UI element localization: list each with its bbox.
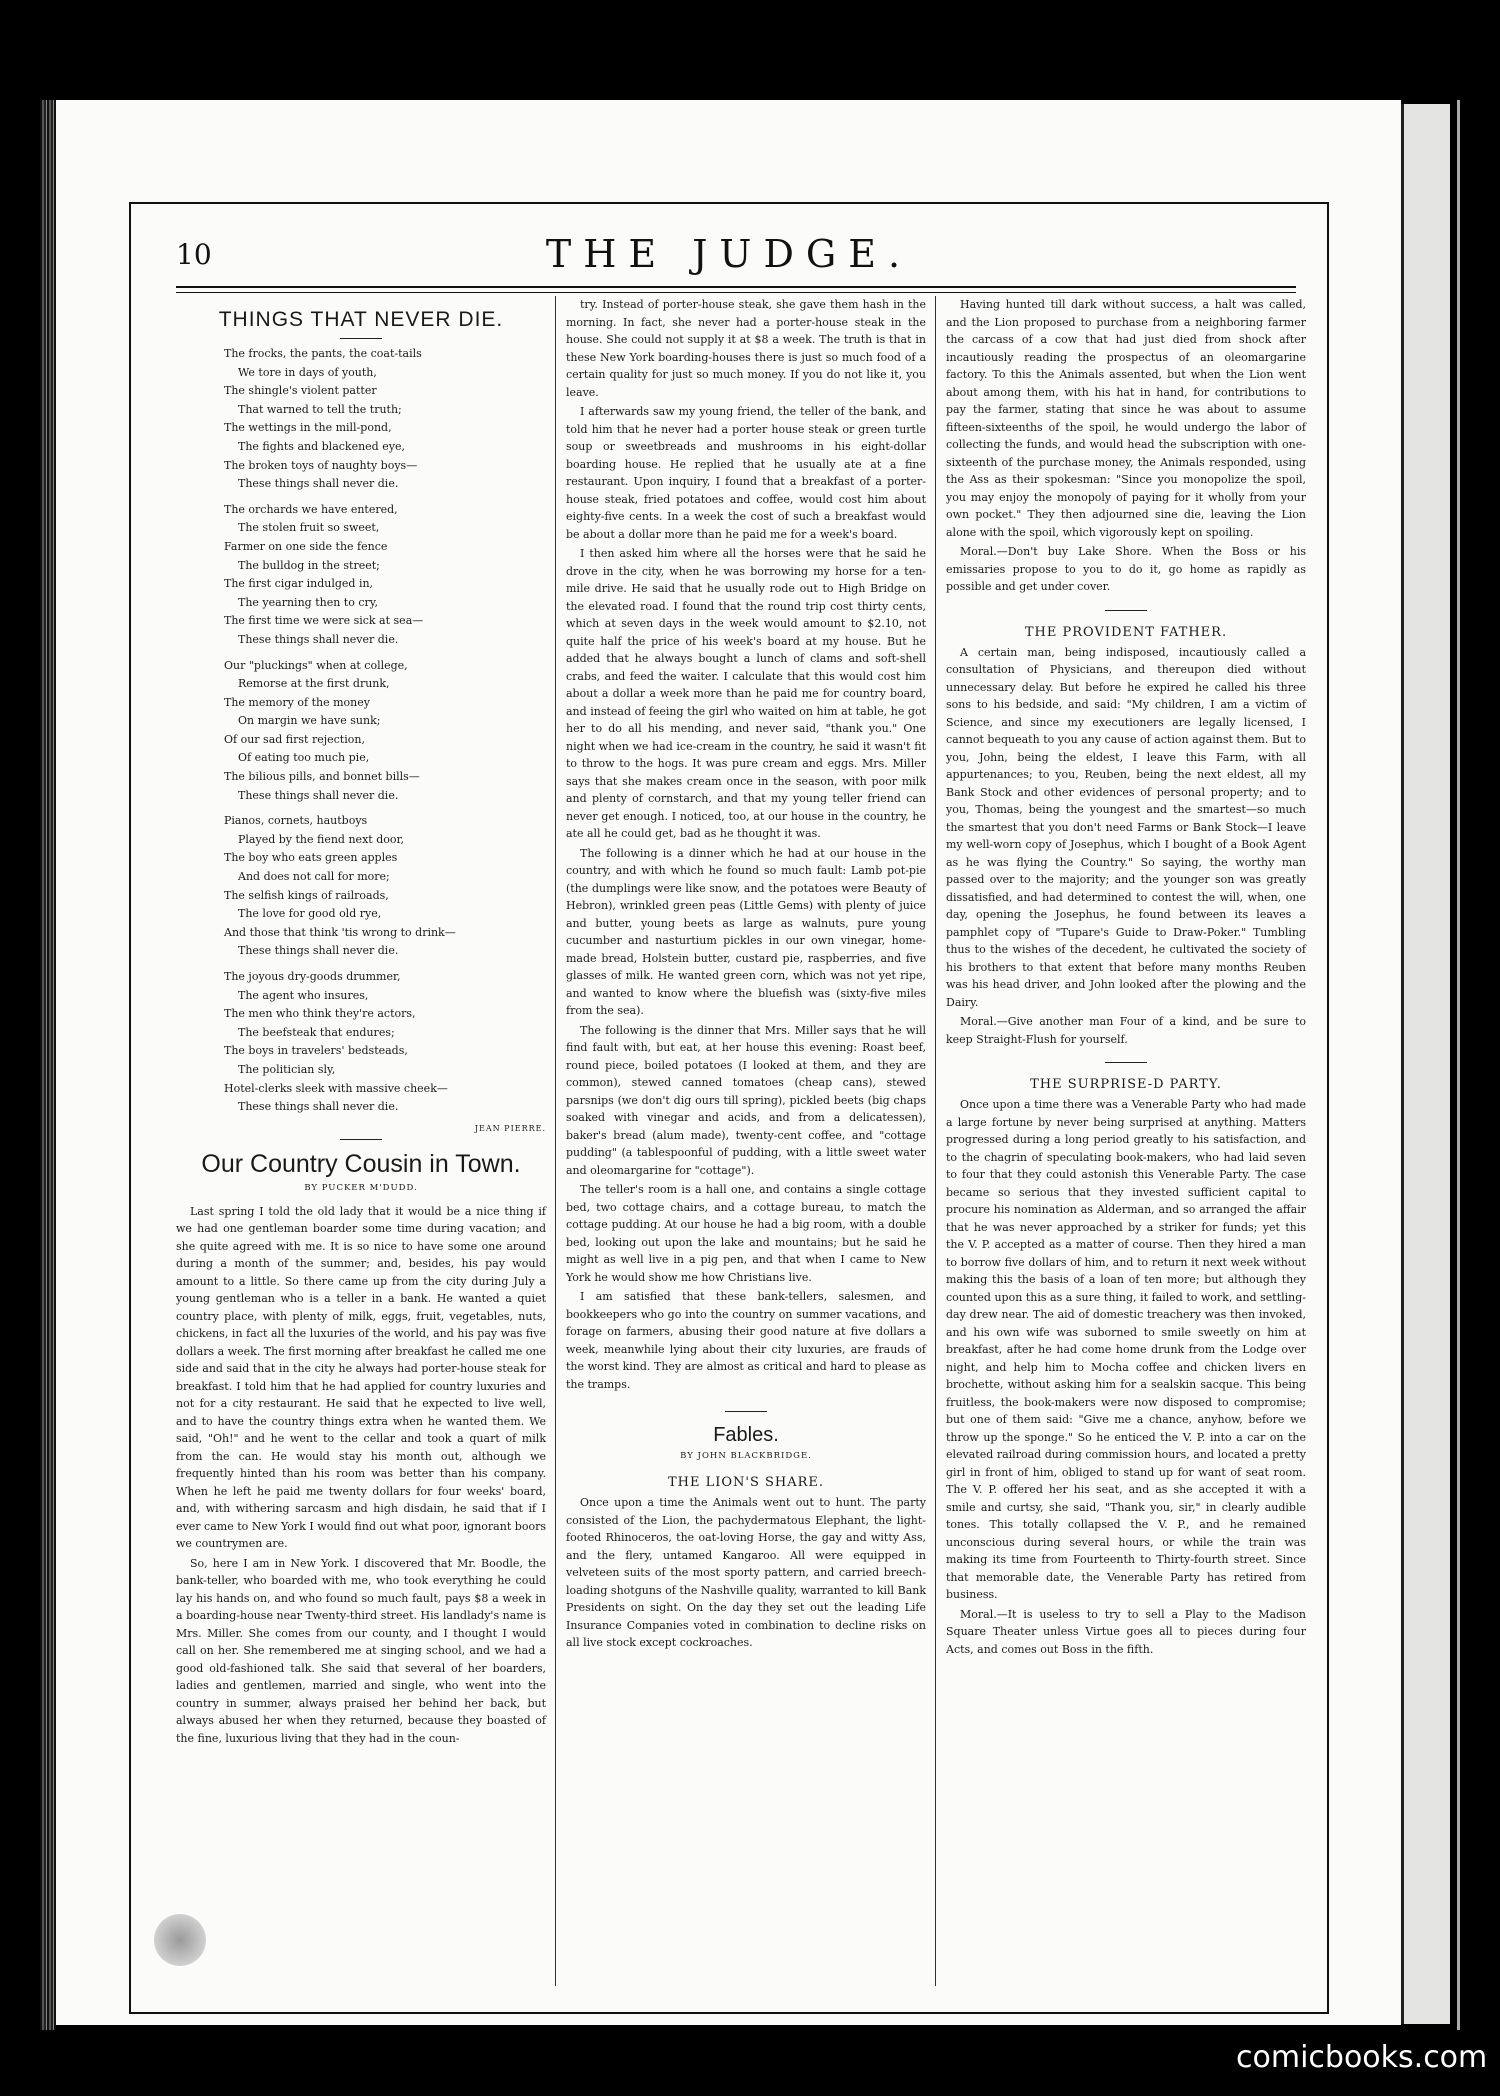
section-rule [340,1139,382,1140]
poem-line: The fights and blackened eye, [238,439,405,453]
poem-line: The memory of the money [224,695,370,709]
paragraph: I afterwards saw my young friend, the teller of the bank, and told him that he never had a porter house steak or green turtle soup or sweetbreads and mushrooms in his eight-dollar boarding house. He replied that he usually ate at a fine restaurant. Upon inquiry, I found that a breakfast of a porter-house steak, fried potatoes and coffee, would cost him about eighty-five cents. In a week the cost of such a breakfast would be about a dollar more than he paid me for a week's board. [566,405,926,541]
poem-line: The agent who insures, [238,988,369,1002]
paragraph: Moral.—Give another man Four of a kind, and be sure to keep Straight-Flush for yourself. [946,1015,1306,1046]
poem-line: Hotel-clerks sleek with massive cheek— [224,1081,448,1095]
fable-title-father: THE PROVIDENT FATHER. [1024,624,1228,640]
poem-line: These things shall never die. [238,632,399,646]
paragraph: I am satisfied that these bank-tellers, salesmen, and bookkeepers who go into the country on summer vacations, and forage on farmers, abusing their good nature at five dollars a week, meanwhile lying about their city luxuries, are frauds of the worst kind. They are almost as critical and hard to please as the tramps. [566,1290,926,1391]
poem-line: The bulldog in the street; [238,558,380,572]
facing-page-edge [1401,104,1450,2024]
poem-line: Remorse at the first drunk, [238,677,390,691]
poem-line: The joyous dry-goods drummer, [224,970,401,983]
fable-title-party: THE SURPRISE-D PARTY. [1030,1077,1222,1092]
paragraph: The following is the dinner that Mrs. Miller says that he will find fault with, but eat, at her house this evening: Roast beef, round piece, boiled potatoes (I looked at them, and they are common), stewed canned tomatoes (cheap cans), stewed parsnips (we don't dig ours till spring), pickled beets (big chaps soaked with vinegar and acids, and from a delicatessen), baker's bread (alum made), twenty-cent coffee, and "cottage pudding" (a tablespoonful of pudding, with a little sweet water and oleomargarine for "cottage"). [566,1023,926,1177]
paragraph: So, here I am in New York. I discovered that Mr. Boodle, the bank-teller, who boarded with me, who took everything he could lay his hands on, and who found so much fault, pays $8 a week in a boarding-house near Twenty-third street. His landlady's name is Mrs. Miller. She comes from our county, and I thought I would call on her. She remembered me at singing school, and we had a good old-fashioned talk. She said that several of her boarders, ladies and gentlemen, married and single, who went into the country in summer, always praised her behind her back, but always abused her when they returned, because they boasted of the fine, luxurious living that they had in the coun- [176,1556,546,1745]
poem-line: That warned to tell the truth; [238,402,402,416]
poem-signature: JEAN PIERRE. [474,1123,546,1133]
article-body [176,1203,546,1748]
library-stamp [154,1914,206,1966]
poem-body [224,345,546,1117]
fable-body-party [946,1096,1306,1658]
poem-line: These things shall never die. [238,1100,399,1114]
fables-byline: BY JOHN BLACKBRIDGE. [680,1451,812,1461]
poem-line: The selfish kings of railroads, [224,888,389,902]
article-body-continued [566,296,926,1393]
masthead: THE JUDGE. [545,232,913,276]
watermark: comicbooks.com [1236,2040,1488,2075]
poem-line: The bilious pills, and bonnet bills— [224,770,420,784]
poem-line: The wettings in the mill-pond, [224,421,392,435]
fable-body-lion [566,1494,926,1652]
article-byline: BY PUCKER M'DUDD. [304,1182,418,1193]
column-2 [566,296,926,1654]
poem-line: And does not call for more; [238,870,390,884]
column-1 [176,296,546,1749]
paragraph: Moral.—Don't buy Lake Shore. When the Boss or his emissaries propose to you to do it, go home as rapidly as possible and get under cover. [946,545,1306,593]
poem-stanza [224,345,546,494]
paragraph: Moral.—It is useless to try to sell a Play to the Madison Square Theater unless Virtue goes all to pieces during four Acts, and comes out Boss in the fifth. [946,1607,1306,1656]
poem-line: The orchards we have entered, [224,502,398,516]
poem-stanza [224,657,546,806]
fable-body-father [946,644,1306,1049]
poem-stanza [224,968,546,1117]
poem-line: The men who think they're actors, [224,1007,416,1021]
fable-title-lion: THE LION'S SHARE. [667,1475,825,1490]
title-rule [340,338,382,339]
column-rule [555,296,556,1986]
section-rule [1105,610,1147,611]
paragraph: Having hunted till dark without success, a halt was called, and the Lion proposed to purchase from a neighboring farmer the carcass of a cow that had just died from shock after incautiously reading the prospectus of an oleomargarine factory. To this the Animals assented, but when the Lion went about among them, with his hat in hand, for contributions to pay the farmer, stating that since he was about to assume fifteen-sixteenths of the spoil, he would undergo the labor of collecting the funds, and would head the subscription with one-sixteenth of the purchase money, the Animals responded, using the Ass as their spokesman: "Since you monopolize the spoil, you may enjoy the monopoly of paying for it wholly from your own pocket." They then adjourned sine die, leaving the Lion alone with the spoil, which vigorously kept on spoiling. [946,298,1306,539]
poem-line: Of eating too much pie, [238,751,370,765]
poem-stanza [224,501,546,650]
poem-stanza [224,812,546,961]
poem-line: The broken toys of naughty boys— [224,458,418,472]
fables-title: Fables. [713,1424,779,1446]
section-rule [725,1411,767,1412]
poem-line: These things shall never die. [238,788,399,802]
poem-line: Pianos, cornets, hautboys [224,814,368,828]
poem-line: The first time we were sick at sea— [224,614,424,628]
column-3 [946,296,1306,1660]
paragraph: try. Instead of porter-house steak, she gave them hash in the morning. In fact, she never had a porter-house steak in the house. She could not supply it at $8 a week. The truth is that in these New York boarding-houses there is just so much food of a certain quality for just so much money. If you do not like it, you leave. [566,298,926,399]
poem-line: The boys in travelers' bedsteads, [224,1044,408,1058]
poem-line: The shingle's violent patter [224,384,377,398]
article-title: Our Country Cousin in Town. [201,1149,521,1178]
paragraph: A certain man, being indisposed, incautiously called a consultation of Physicians, and thereupon died without unnecessary delay. But before he expired he called his three sons to his bedside, and said: "My children, I am a victim of Science, and since my executioners are legally licensed, I cannot bequeath to you any cause of action against them. But to you, John, being the eldest, I leave this Farm, with all appurtenances; to you, Reuben, being the next eldest, all my Bank Stock and other evidences of personal property; and to you, Thomas, being the youngest and the smartest—so much the smartest that you don't need Farms or Bank Stock—I leave my well-worn copy of Josephus, which I bought of a Book Agent as he was flying the Country." So saying, the worthy man passed over to the majority; and the younger son was greatly dissatisfied, and had determined to contest the will, when, one day, opening the Josephus, he found between its leaves a pamphlet copy of "Tupare's Guide to Draw-Poker." Tumbling thus to the wishes of the decedent, he cultivated the society of his brothers to that extent that before many months Reuben was his head driver, and John looked after the plowing and the Dairy. [946,645,1306,1009]
poem-line: The yearning then to cry, [238,595,378,609]
poem-line: Of our sad first rejection, [224,732,365,746]
poem-line: The frocks, the pants, the coat-tails [224,347,422,360]
poem-line: Our "pluckings" when at college, [224,658,408,672]
book-spine [40,100,56,2030]
poem-line: Played by the fiend next door, [238,832,405,846]
poem-title: THINGS THAT NEVER DIE. [218,308,504,331]
masthead-rule [176,286,1296,293]
poem-line: These things shall never die. [238,477,399,491]
fable-body-lion-continued [946,296,1306,596]
column-rule [935,296,936,1986]
paragraph: The following is a dinner which he had at our house in the country, and with which he found so much fault: Lamb pot-pie (the dumplings were like snow, and the potatoes were Beauty of Hebron), wrinkled green peas (Little Gems) with plenty of juice and butter, young beets as large as walnuts, pure young cucumber and nasturtium pickles in our own vinegar, home-made bread, Holstein butter, custard pie, raspberries, and five glasses of milk. He wanted green corn, which was not yet ripe, and wanted to know where the bluefish was (sixty-five miles from the sea). [566,846,926,1017]
poem-line: Farmer on one side the fence [224,539,388,553]
poem-line: On margin we have sunk; [238,714,381,728]
paragraph: Once upon a time there was a Venerable Party who had made a large fortune by never being surprised at anything. Matters progressed during a long period greatly to his satisfaction, and to the chagrin of speculating book-makers, who had laid seven to four that they could astonish this Venerable Party. The case became so serious that they invested sufficient capital to procure his nomination as Alderman, and so arranged the affair that he was never approached by a striker for funds; yet this the V. P. accepted as a matter of course. Then they hired a man to borrow five dollars of him, and to return it next week without making this the basis of a loan of ten more; but although they counted upon this as a sure thing, it failed to work, and settling-day drew near. The aid of domestic treachery was then invoked, and his own wife was suborned to smile sweetly on him at breakfast, after he had come home drunk from the Lodge over night, and help him to Mocha coffee and chicken livers en brochette, without asking him for a sealskin sacque. This being fruitless, the book-makers were now disposed to compromise; but one of them said: "Give me a chance, anyhow, before we throw up the sponge." So he enticed the V. P. into a car on the elevated railroad during commission hours, and located a pretty girl in front of him, obliged to stand up for want of seat room. The V. P. offered her his seat, and as she accepted it with a smile and curtsy, she said, "Thank you, sir," in clearly audible tones. This totally collapsed the V. P., and he remained unconscious during several hours, or while the train was making its time from Fourteenth to Thirty-fourth street. Since that memorable date, the Venerable Party has retired from business. [946,1098,1306,1601]
paragraph: The teller's room is a hall one, and contains a single cottage bed, two cottage chairs, and a cottage bureau, to match the cottage pudding. At our house he had a big room, with a double bed, looking out upon the lake and mountains; but he said he might as well live in a pig pen, and that when I came to New York he would show me how Christians live. [566,1183,926,1284]
poem-line: These things shall never die. [238,944,399,958]
page-number: 10 [176,238,212,271]
page-edge-line [1457,100,1460,2030]
paragraph: Last spring I told the old lady that it would be a nice thing if we had one gentleman boarder some time during vacation; and she quite agreed with me. It is so nice to have some one around during a month of the summer; and, besides, his pay would amount to a little. So there came up from the city during July a young gentleman who is a teller in a bank. He wanted a quiet country place, with plenty of milk, eggs, fruit, vegetables, nuts, chickens, in fact all the luxuries of the world, and his pay was five dollars a week. The first morning after breakfast he called me one side and said that in the city he always had porter-house steak for breakfast. I told him that he had applied for country luxuries and not for a city restaurant. He said that he expected to live well, and to have the country things extra when he wanted them. We said, "Oh!" and he went to the cellar and took a quart of milk from the can. He would stay his month out, although we frequently hinted than his room was better than his company. When he left he paid me twenty dollars for four weeks' board, and, with withering sarcasm and high disdain, he said that if I ever came to New York I would find out what poor, ignorant boors we countrymen are. [176,1204,547,1551]
poem-line: The politician sly, [238,1062,336,1076]
poem-line: The boy who eats green apples [224,851,398,865]
section-rule [1105,1062,1147,1063]
paragraph: Once upon a time the Animals went out to hunt. The party consisted of the Lion, the pachydermatous Elephant, the light-footed Rhinoceros, the oat-loving Horse, the gay and witty Ass, and the flery, untamed Kangaroo. All were equipped in velveteen suits of the most sporty pattern, and carried breech-loading shotguns of the Nashville quality, warranted to kill Bank Presidents on sight. On the day they set out the leading Life Insurance Companies voted in combination to decline risks on all live stock except cockroaches. [566,1496,926,1649]
poem-line: And those that think 'tis wrong to drink— [224,925,456,939]
poem-line: The first cigar indulged in, [224,577,374,591]
paragraph: I then asked him where all the horses were that he said he drove in the city, when he was borrowing my horse for a ten-mile drive. He said that he usually rode out to High Bridge on the elevated road. I found that the round trip cost thirty cents, which at seven days in the week would amount to $2.10, not quite half the price of his week's board at my house. But he added that he always bought a lunch of clams and soft-shell crabs, and feed the waiter. I calculate that this would cost him about a dollar a week more than he paid me for country board, and instead of feeing the girl who waited on him at table, he got her to do all his mending, and never said, "thank you." One night when we had ice-cream in the country, he said it wasn't fit to throw to the hogs. It was pure cream and eggs. Mrs. Miller says that she makes cream once in the season, with poor milk and plenty of cornstarch, and that my young teller friend can never get enough. I noticed, too, at our house in the country, he ate all he could get, bad as he thought it was. [566,547,926,840]
poem-line: The stolen fruit so sweet, [238,521,380,535]
poem-line: The beefsteak that endures; [238,1025,395,1039]
poem-line: The love for good old rye, [238,907,382,921]
poem-line: We tore in days of youth, [238,365,377,379]
